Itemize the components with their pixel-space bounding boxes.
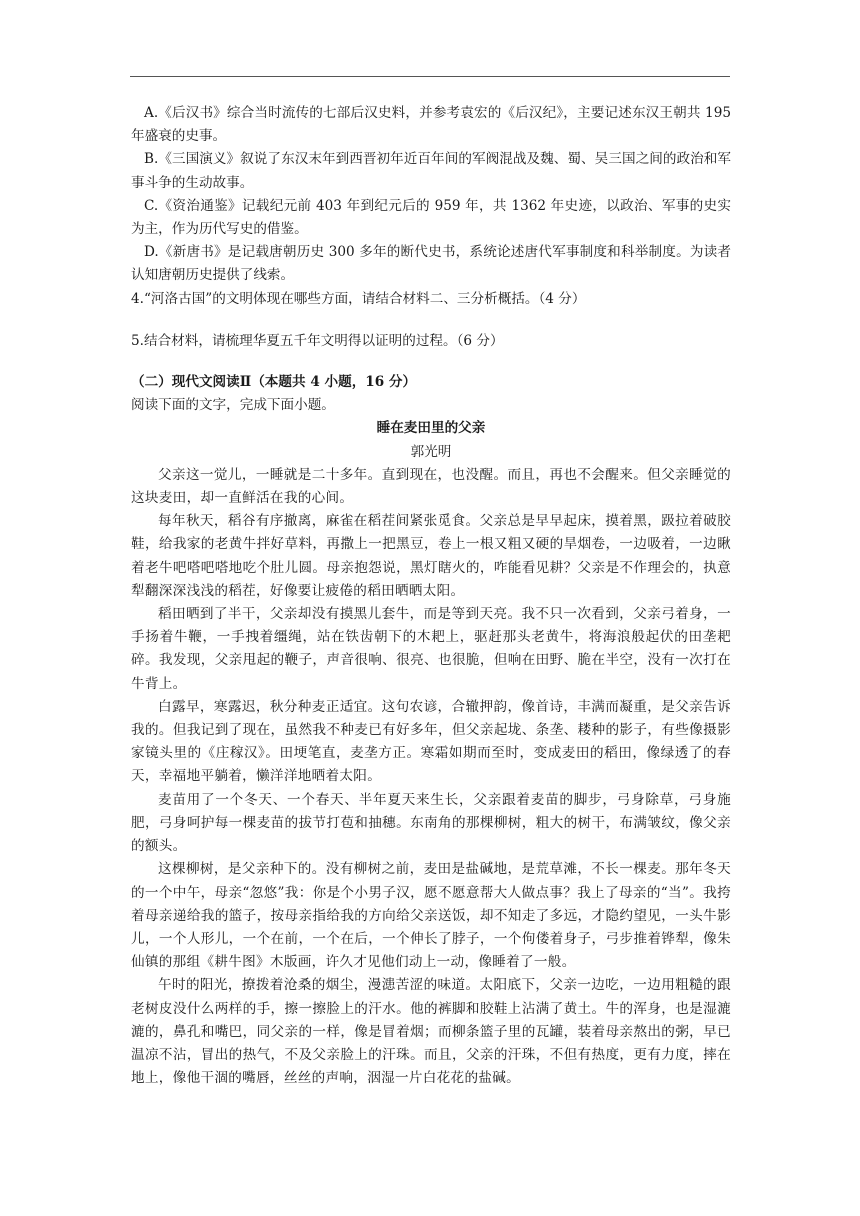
question-4: 4.“河洛古国”的文明体现在哪些方面，请结合材料二、三分析概括。（4 分） <box>131 290 586 307</box>
question-5: 5.结合材料，请梳理华夏五千年文明得以证明的过程。（6 分） <box>131 332 504 349</box>
header-rule <box>130 76 730 77</box>
option-d: D.《新唐书》是记载唐朝历史 300 多年的断代史书，系统论述唐代军事制度和科举制度。为读者认知唐朝历史提供了线索。 <box>131 244 731 284</box>
article-title: 睡在麦田里的父亲 <box>376 420 486 437</box>
article-paragraph: 稻田晒到了半干，父亲却没有摸黑儿套牛，而是等到天亮。我不只一次看到，父亲弓着身，一手扬着牛鞭，一手拽着缰绳，站在铁齿朝下的木耙上，驱赶那头老黄牛，将海浪般起伏的田垄耙碎。我发现，父亲甩起的鞭子，声音很响、很亮、也很脆，但响在田野、脆在半空，没有一次打在牛背上。 <box>131 606 731 692</box>
article-paragraph: 午时的阳光，撩拨着沧桑的烟尘，漫漶苦涩的味道。太阳底下，父亲一边吃，一边用粗糙的跟老树皮没什么两样的手，擦一擦脸上的汗水。他的裤脚和胶鞋上沾满了黄土。牛的浑身，也是湿漉漉的，鼻孔和嘴巴，同父亲的一样，像是冒着烟；而柳条篮子里的瓦罐，装着母亲熬出的粥，早已温凉不沾，冒出的热气，不及父亲脸上的汗珠。而且，父亲的汗珠，不但有热度，更有力度，摔在地上，像他干涸的嘴唇，丝丝的声响，洇湿一片白花花的盐碱。 <box>131 977 731 1087</box>
instruction: 阅读下面的文字，完成下面小题。 <box>131 397 335 414</box>
article-paragraph: 每年秋天，稻谷有序撤离，麻雀在稻茬间紧张觅食。父亲总是早早起床，摸着黑，趿拉着破胶鞋，给我家的老黄牛拌好草料，再撒上一把黑豆，卷上一根又粗又硬的旱烟卷，一边吸着，一边瞅着老牛吧嗒吧嗒地吃个肚儿圆。母亲抱怨说，黑灯瞎火的，咋能看见耕？父亲是不作理会的，执意犁翻深深浅浅的稻茬，好像要让疲倦的稻田晒晒太阳。 <box>131 513 731 599</box>
answer-space <box>131 311 731 330</box>
answer-space <box>131 353 731 371</box>
option-b: B.《三国演义》叙说了东汉末年到西晋初年近百年间的军阀混战及魏、蜀、吴三国之间的政治和军事斗争的生动故事。 <box>131 151 731 191</box>
page-content <box>131 102 731 1090</box>
article-paragraph: 父亲这一觉儿，一睡就是二十多年。直到现在，也没醒。而且，再也不会醒来。但父亲睡觉的这块麦田，却一直鲜活在我的心间。 <box>131 466 731 507</box>
option-a: A.《后汉书》综合当时流传的七部后汉史料，并参考袁宏的《后汉纪》，主要记述东汉王朝共 195 年盛衰的史事。 <box>131 105 731 145</box>
article-paragraph: 白露早，寒露迟，秋分种麦正适宜。这句农谚，合辙押韵，像首诗，丰满而凝重，是父亲告诉我的。但我记到了现在，虽然我不种麦已有好多年，但父亲起垅、条垄、耧种的影子，有些像摄影家镜头里的《庄稼汉》。田埂笔直，麦垄方正。寒霜如期而至时，变成麦田的稻田，像绿透了的春天，幸福地平躺着，懒洋洋地晒着太阳。 <box>131 698 731 785</box>
article-author: 郭光明 <box>410 443 452 460</box>
article-paragraph: 麦苗用了一个冬天、一个春天、半年夏天来生长，父亲跟着麦苗的脚步，弓身除草，弓身施肥，弓身呵护每一棵麦苗的拔节打苞和抽穗。东南角的那棵柳树，粗大的树干，布满皱纹，像父亲的额头。 <box>131 791 731 855</box>
option-c: C.《资治通鉴》记载纪元前 403 年到纪元后的 959 年，共 1362 年史迹，以政治、军事的史实为主，作为历代写史的借鉴。 <box>131 197 731 238</box>
article-paragraph: 这棵柳树，是父亲种下的。没有柳树之前，麦田是盐碱地，是荒草滩，不长一棵麦。那年冬天的一个中午，母亲“忽悠”我：你是个小男子汉，愿不愿意帮大人做点事？我上了母亲的“当”。我挎着母亲递给我的篮子，按母亲指给我的方向给父亲送饭，却不知走了多远，才隐约望见，一头牛影儿，一个人形儿，一个在前，一个在后，一个伸长了脖子，一个佝偻着身子，弓步推着铧犁，像朱仙镇的那组《耕牛图》木版画，许久才见他们动上一动，像睡着了一般。 <box>131 861 731 971</box>
section-heading: （二）现代文阅读Ⅱ（本题共 4 小题，16 分） <box>131 374 417 391</box>
